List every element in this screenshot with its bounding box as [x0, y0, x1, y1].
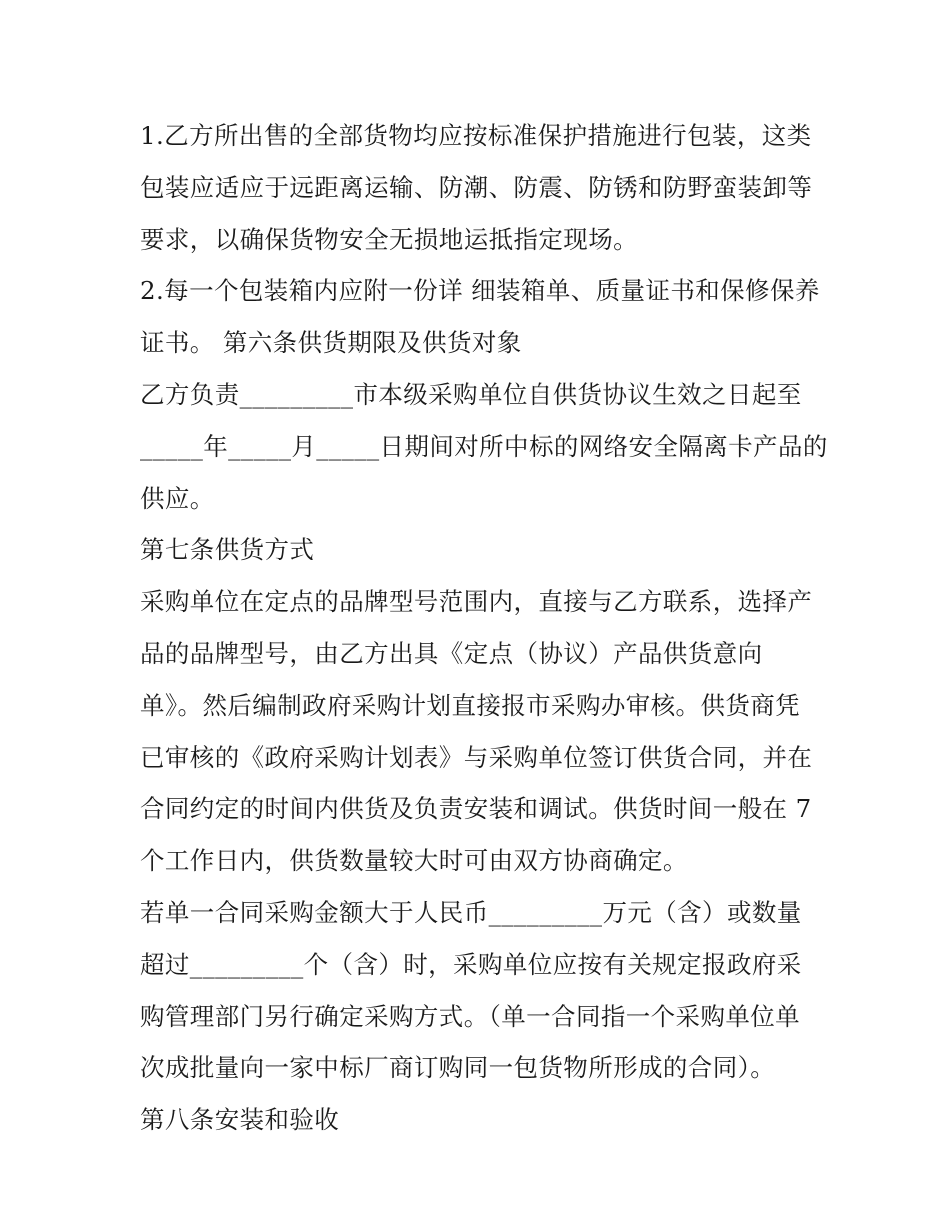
text-line: 要求，以确保货物安全无损地运抵指定现场。	[140, 224, 638, 254]
text-line: 采购单位在定点的品牌型号范围内，直接与乙方联系，选择产	[140, 587, 813, 617]
text-line: 个工作日内，供货数量较大时可由双方协商确定。	[140, 846, 688, 876]
text-line: 若单一合同采购金额大于人民币_________万元（含）或数量	[140, 897, 802, 927]
text-line: _____年_____月_____日期间对所中标的网络安全隔离卡产品的	[140, 431, 828, 461]
text-line: 超过_________个（含）时，采购单位应按有关规定报政府采	[140, 949, 802, 979]
text-line: 品的品牌型号，由乙方出具《定点（协议）产品供货意向	[140, 638, 763, 668]
text-line: 供应。	[140, 483, 215, 513]
text-line: 1.乙方所出售的全部货物均应按标准保护措施进行包装，这类	[140, 121, 812, 150]
text-line: 单》。然后编制政府采购计划直接报市采购办审核。供货商凭	[140, 690, 801, 720]
section-heading-6: 证书。 第六条供货期限及供货对象	[140, 328, 522, 358]
section-heading-8: 第八条安装和验收	[140, 1105, 340, 1135]
section-heading-7: 第七条供货方式	[140, 535, 315, 565]
text-line: 已审核的《政府采购计划表》与采购单位签订供货合同，并在	[140, 742, 813, 772]
text-line: 购管理部门另行确定采购方式。（单一合同指一个采购单位单	[140, 1001, 801, 1031]
text-line: 2.每一个包装箱内应附一份详 细装箱单、质量证书和保修保养	[140, 276, 820, 306]
document-body	[140, 110, 828, 1146]
text-line: 合同约定的时间内供货及负责安装和调试。供货时间一般在 7	[140, 794, 812, 824]
text-line: 包装应适应于远距离运输、防潮、防震、防锈和防野蛮装卸等	[140, 172, 813, 202]
text-line: 次成批量向一家中标厂商订购同一包货物所形成的合同）。	[140, 1053, 776, 1083]
text-line: 乙方负责_________市本级采购单位自供货协议生效之日起至	[140, 379, 802, 409]
